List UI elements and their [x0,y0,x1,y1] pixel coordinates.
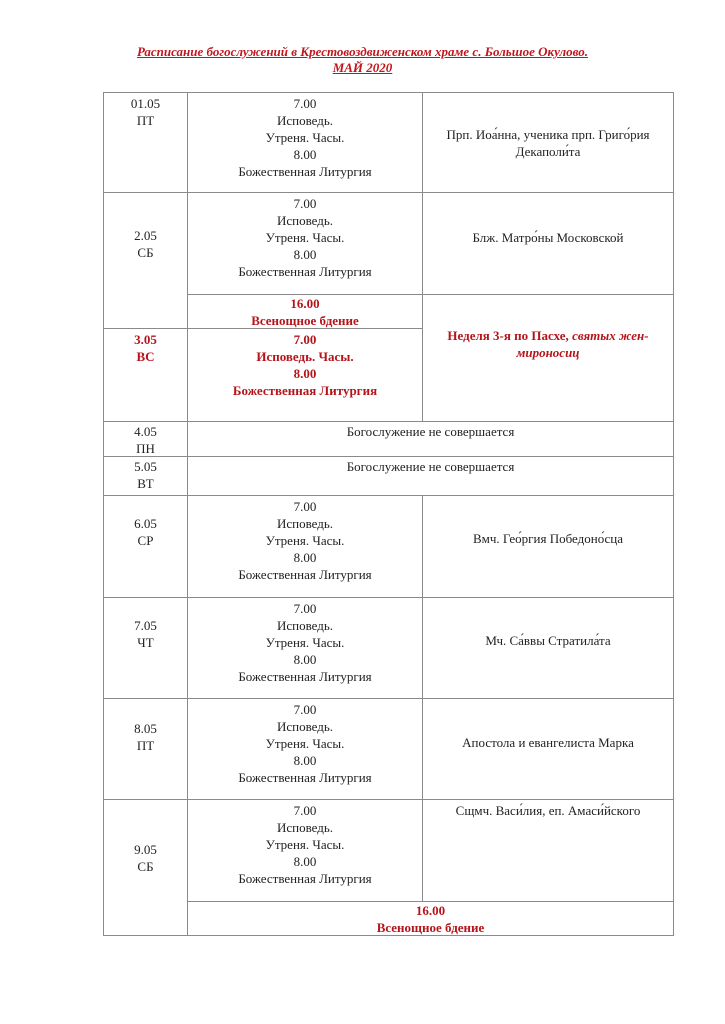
service-item: Божественная Литургия [232,383,378,398]
date-cell [104,329,187,421]
date-cell [104,496,187,568]
day-of-week: СР [137,533,154,548]
feast-cell [423,327,673,367]
service-time: 7.00 [293,499,317,514]
feast-week: Неделя 3-я по Пасхе, [447,328,573,343]
service-cell [188,193,422,294]
feast-cell [423,193,673,281]
vigil-name: Всенощное бдение [376,920,485,935]
feast-name: Вмч. Гео́ргия Победоно́сца [472,530,624,546]
vigil-cell [188,902,673,935]
day-of-week: ПТ [136,738,155,753]
date: 5.05 [134,459,157,474]
service-cell [188,496,422,597]
date-cell [104,93,187,192]
service-cell [188,93,422,192]
day-of-week: ВС [136,349,155,364]
date-cell [104,699,187,775]
day-of-week: ПТ [136,113,155,128]
service-time: 8.00 [293,854,317,869]
date: 6.05 [134,516,157,531]
service-item: Исповедь. [276,516,334,531]
service-item: Утреня. Часы. [265,736,345,751]
feast-name: Сщмч. Васи́лия, еп. Амаси́йского [455,803,641,818]
feast-cell [423,699,673,785]
service-item: Утреня. Часы. [265,837,345,852]
service-item: Исповедь. [276,618,334,633]
feast-name: святых жен-мироносиц [516,328,649,360]
feast-cell [423,93,673,192]
service-item: Исповедь. [276,113,334,128]
day-of-week: ПН [136,441,155,456]
sunday-service-cell [188,329,422,421]
day-of-week: СБ [137,859,154,874]
feast-name: Блж. Матро́ны Московской [472,229,624,245]
service-time: 8.00 [293,366,317,381]
feast-cell [423,496,673,580]
service-time: 7.00 [293,803,317,818]
date-cell [104,800,187,916]
service-item: Утреня. Часы. [265,635,345,650]
feast-name: Прп. Иоа́нна, ученика прп. Григо́рия Декаполи́та [446,126,650,159]
day-of-week: СБ [137,245,154,260]
no-service-cell [188,422,673,456]
date-cell [104,422,187,456]
date: 7.05 [134,618,157,633]
service-item: Божественная Литургия [238,164,372,179]
service-item: Божественная Литургия [238,264,372,279]
date-cell [104,598,187,670]
service-item: Исповедь. [276,719,334,734]
date: 4.05 [134,424,157,439]
service-time: 7.00 [293,702,317,717]
service-time: 7.00 [293,601,317,616]
vigil-time: 16.00 [290,296,320,311]
date-cell [104,193,187,295]
date: 3.05 [134,332,157,347]
vigil-cell [188,295,422,328]
day-of-week: ВТ [137,476,154,491]
service-item: Божественная Литургия [238,669,372,684]
no-service-note: Богослужение не совершается [346,459,515,474]
service-item: Утреня. Часы. [265,130,345,145]
feast-name: Мч. Са́ввы Стратила́та [485,632,611,648]
feast-name: Апостола и евангелиста Марка [462,734,634,750]
date: 9.05 [134,842,157,857]
vigil-name: Всенощное бдение [251,313,359,328]
service-time: 8.00 [293,652,317,667]
date: 8.05 [134,721,157,736]
service-time: 8.00 [293,247,317,262]
service-time: 8.00 [293,753,317,768]
feast-cell [423,800,673,901]
service-item: Божественная Литургия [238,567,372,582]
service-item: Божественная Литургия [238,770,372,785]
service-time: 7.00 [293,332,317,347]
service-item: Божественная Литургия [238,871,372,886]
date: 01.05 [130,96,161,111]
no-service-note: Богослужение не совершается [346,424,515,439]
title-line-1: Расписание богослужений в Крестовоздвиженском храме с. Большое Окулово. [136,44,589,59]
date: 2.05 [134,228,157,243]
service-cell [188,598,422,698]
table-border [673,92,674,935]
service-item: Исповедь. [276,213,334,228]
no-service-cell [188,457,673,495]
service-time: 8.00 [293,550,317,565]
date-cell [104,457,187,495]
service-time: 7.00 [293,96,317,111]
service-item: Исповедь. Часы. [256,349,354,364]
service-cell [188,800,422,901]
service-item: Утреня. Часы. [265,230,345,245]
vigil-time: 16.00 [415,903,446,918]
service-item: Утреня. Часы. [265,533,345,548]
service-cell [188,699,422,799]
day-of-week: ЧТ [137,635,154,650]
feast-cell [423,598,673,682]
service-time: 8.00 [293,147,317,162]
service-time: 7.00 [293,196,317,211]
service-item: Исповедь. [276,820,334,835]
title-line-2: МАЙ 2020 [332,60,393,75]
